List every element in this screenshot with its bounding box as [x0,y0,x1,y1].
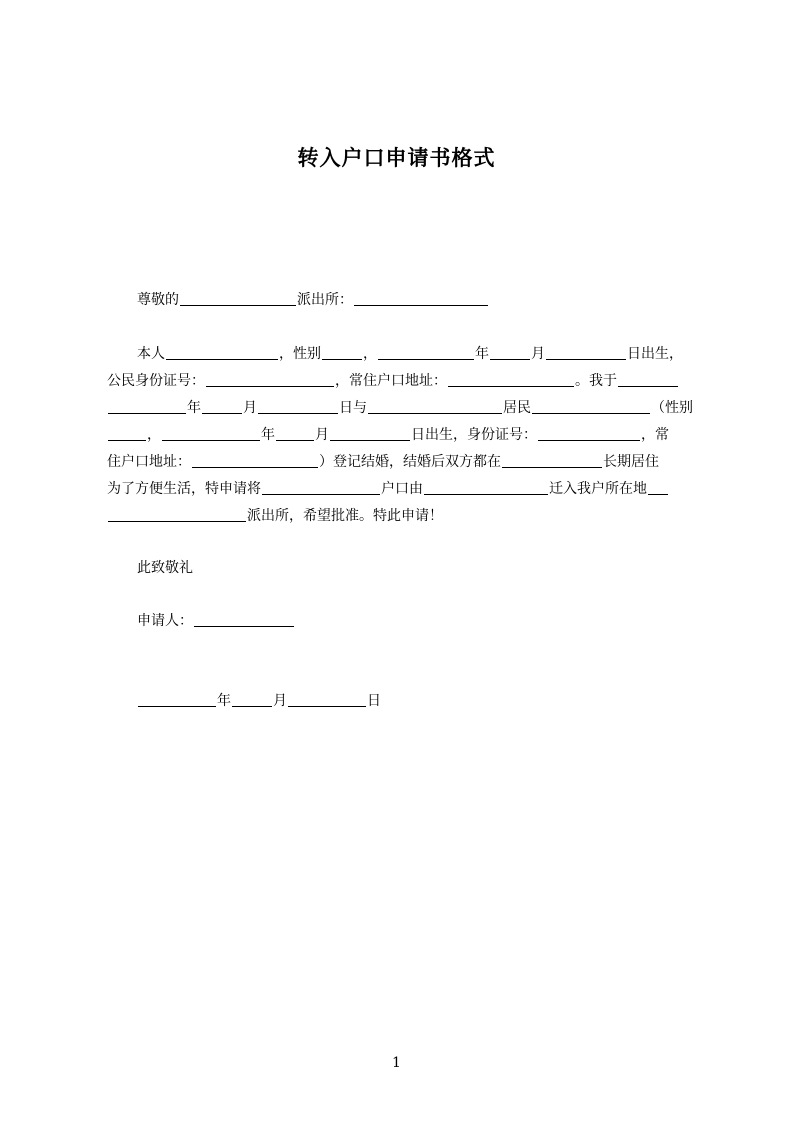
salutation-line [137,290,699,310]
spouse-birth-year-blank[interactable] [162,426,260,441]
body-text: ， [147,427,161,443]
body-text: ，常 [641,427,669,443]
destination-blank[interactable] [648,480,668,495]
body-text: 本人 [137,346,165,362]
body-text: （性别 [651,400,693,416]
destination-station-blank[interactable] [108,507,246,522]
origin-place-blank[interactable] [424,480,548,495]
body-line-3 [107,398,699,418]
name-blank[interactable] [166,345,278,360]
body-text: 户口由 [381,481,423,497]
transfer-person-blank[interactable] [262,480,380,495]
spouse-id-blank[interactable] [538,426,640,441]
body-text: 日出生，身份证号： [411,427,537,443]
birth-month-blank[interactable] [490,345,530,360]
birth-year-blank[interactable] [378,345,474,360]
marriage-year-blank[interactable] [618,372,678,387]
body-text: ）登记结婚，结婚后双方都在 [319,454,501,470]
body-text: 长期居住 [603,454,659,470]
body-text: 公民身份证号： [107,373,205,389]
body-line-4 [107,425,699,445]
spouse-residence-blank[interactable] [368,399,502,414]
body-text: 迁入我户所在地 [549,481,647,497]
marriage-day-blank[interactable] [258,399,338,414]
body-text: ，常住户口地址： [335,373,447,389]
body-text: 派出所，希望批准。特此申请！ [247,508,443,524]
residence-place-blank[interactable] [502,453,602,468]
sign-year-blank[interactable] [138,692,216,707]
body-line-5 [107,452,699,472]
salutation-suffix: 派出所： [297,292,353,308]
body-text: ， [363,346,377,362]
body-line-7 [107,506,699,526]
body-text: 年 [475,346,489,362]
body-text: 日出生， [627,346,683,362]
body-text: 住户口地址： [107,454,191,470]
gender-blank[interactable] [322,345,362,360]
date-day-label: 日 [367,693,381,709]
date-line [137,691,699,711]
police-station-blank[interactable] [180,291,296,306]
spouse-birth-day-blank[interactable] [330,426,410,441]
address-blank[interactable] [448,372,574,387]
body-text: 年 [261,427,275,443]
body-text: 为了方便生活，特申请将 [107,481,261,497]
body-text: 月 [315,427,329,443]
applicant-line [137,611,699,631]
body-line-1 [137,344,709,364]
spouse-birth-month-blank[interactable] [276,426,314,441]
applicant-signature-blank[interactable] [194,612,294,627]
date-month-label: 月 [273,693,287,709]
body-text: 居民 [503,400,531,416]
salutation-prefix: 尊敬的 [137,292,179,308]
body-line-6 [107,479,699,499]
birth-day-blank[interactable] [546,345,626,360]
body-text: ，性别 [279,346,321,362]
marriage-year-blank[interactable] [108,399,186,414]
body-text: 月 [531,346,545,362]
spouse-address-blank[interactable] [192,453,318,468]
body-text: 月 [243,400,257,416]
body-text: 日与 [339,400,367,416]
salutation-blank[interactable] [354,291,488,306]
id-number-blank[interactable] [206,372,334,387]
applicant-label: 申请人： [137,613,193,629]
sign-day-blank[interactable] [288,692,366,707]
body-text: 。我于 [575,373,617,389]
page-number: 1 [392,1055,401,1071]
sign-month-blank[interactable] [232,692,272,707]
body-line-2 [107,371,699,391]
spouse-gender-blank[interactable] [108,426,146,441]
spouse-name-blank[interactable] [532,399,650,414]
body-text: 年 [187,400,201,416]
document-title: 转入户口申请书格式 [297,146,496,170]
date-year-label: 年 [217,693,231,709]
marriage-month-blank[interactable] [202,399,242,414]
closing-line: 此致敬礼 [137,560,193,576]
